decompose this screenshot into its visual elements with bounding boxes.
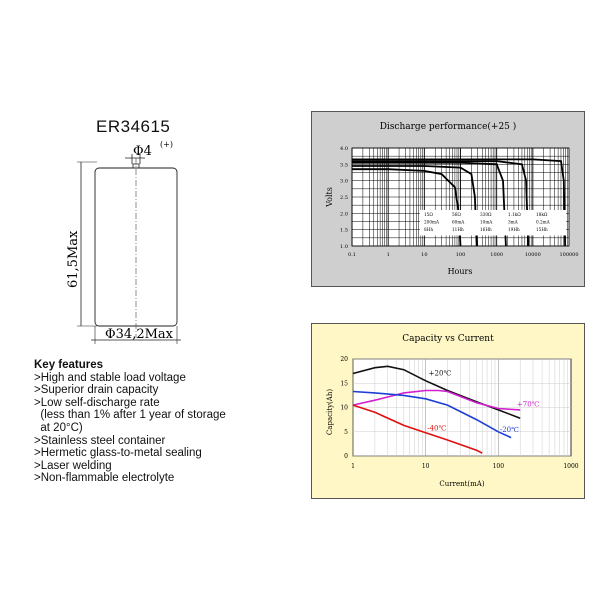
series-label: +20℃ [428, 369, 452, 378]
y-axis-label: Capacity(Ah) [326, 388, 334, 436]
x-tick-label: 10000 [524, 252, 541, 258]
feature-item: (less than 1% after 1 year of storage [34, 409, 226, 422]
load-table-cell: 19Hh [508, 227, 520, 232]
x-tick-label: 0.1 [348, 252, 356, 258]
load-table-cell: 3mA [508, 219, 518, 225]
x-tick-label: 10 [421, 252, 428, 258]
x-tick-label: 100 [492, 463, 505, 470]
y-tick-label: 1.5 [340, 227, 348, 234]
x-axis-label: Current(mA) [439, 480, 485, 488]
terminal-diameter-label: Φ4 [133, 144, 152, 159]
load-table-cell: 56Ω [452, 212, 461, 217]
height-label: 61,5Max [66, 230, 81, 288]
load-table-cell: 200mA [424, 219, 439, 225]
x-tick-label: 1 [351, 463, 355, 470]
feature-item: >Laser welding [34, 459, 112, 472]
x-tick-label: 10 [421, 463, 430, 470]
y-axis-label: Volts [325, 187, 334, 207]
key-features-heading: Key features [34, 359, 104, 371]
terminal-polarity-label: (+) [160, 140, 173, 149]
y-tick-label: 3.5 [340, 162, 348, 169]
load-table-cell: 11Hh [452, 227, 464, 232]
model-title: ER34615 [96, 117, 171, 136]
load-table-cell: 18kΩ [536, 212, 548, 217]
x-tick-label: 100 [455, 252, 466, 258]
feature-item: >Stainless steel container [34, 434, 166, 447]
key-features [34, 359, 226, 485]
x-tick-label: 1 [386, 252, 390, 258]
y-tick-label: 4.0 [340, 146, 348, 152]
y-tick-label: 15 [340, 380, 348, 388]
load-table-cell: 330Ω [480, 212, 492, 217]
y-tick-label: 2.0 [340, 211, 348, 218]
load-table-cell: 16Hh [480, 227, 492, 232]
load-table-cell: 1.1kΩ [508, 212, 521, 217]
feature-item: >Non-flammable electrolyte [34, 472, 175, 485]
feature-item: >Superior drain capacity [34, 384, 159, 397]
x-tick-label: 1000 [563, 463, 579, 470]
battery-drawing [55, 138, 205, 348]
feature-item: >Hermetic glass-to-metal sealing [34, 447, 202, 460]
y-tick-label: 0 [344, 453, 348, 460]
chart-title: Discharge performance(+25 ) [379, 122, 517, 132]
load-table-cell: 15Ω [424, 212, 433, 217]
feature-item: >Low self-discharge rate [34, 396, 160, 409]
y-tick-label: 5 [344, 428, 348, 436]
series-label: +70℃ [516, 400, 540, 409]
x-tick-label: 1000 [490, 252, 504, 258]
discharge-chart-panel [311, 111, 585, 287]
discharge-chart [312, 112, 584, 286]
y-tick-label: 1.0 [340, 244, 348, 250]
diameter-label: Φ34,2Max [105, 327, 173, 342]
load-table-cell: 10mA [480, 219, 493, 225]
y-tick-label: 10 [340, 404, 348, 412]
load-table-cell: 15Hh [536, 227, 548, 232]
x-tick-label: 100000 [559, 252, 579, 258]
capacity-chart-panel [311, 323, 585, 499]
series-label: -20℃ [499, 425, 519, 434]
feature-item: >High and stable load voltage [34, 371, 186, 384]
y-tick-label: 20 [340, 356, 348, 363]
capacity-chart [312, 324, 584, 498]
y-tick-label: 2.5 [340, 195, 348, 201]
series-label: -40℃ [427, 424, 447, 433]
load-table-cell: 8Hh [424, 227, 434, 232]
y-tick-label: 3.0 [340, 178, 348, 185]
load-table-cell: 60mA [452, 219, 465, 225]
chart-title: Capacity vs Current [402, 334, 494, 344]
feature-item: at 20°C) [34, 421, 83, 434]
load-table-cell: 0.2mA [536, 219, 550, 225]
x-axis-label: Hours [447, 267, 473, 276]
